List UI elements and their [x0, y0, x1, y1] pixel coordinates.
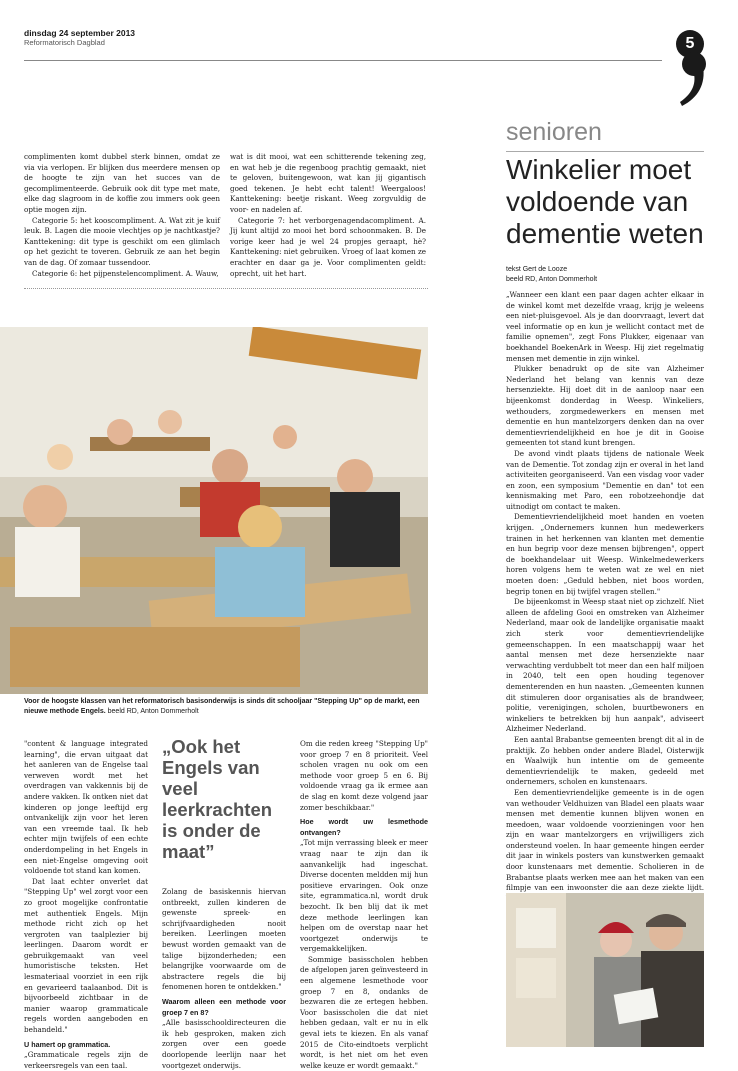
paragraph: complimenten komt dubbel sterk binnen, omdat ze via via verlopen. Er blijken dus meerdere mensen op de hoogte te zijn van het succes van de gecomplimenteerde. Gebruik ook dit type met mate, elke dag slagroom in de koffie zou immers ook geen optie mogen zijn.	[24, 152, 220, 214]
bottom-column-3	[300, 739, 428, 1071]
paragraph: Plukker benadrukt op de site van Alzheimer Nederland het belang van kennis van deze hersenziekte. Hij doet dit in de aanloop naar een bijeenkomst donderdag in Weesp. Winkeliers, wethouders, zorgmedewerkers en mensen met dementie en hun mantelzorgers denken dan na over dementievriendelijkheid en hoe je dit in Gooise gemeenten tot stand kunt brengen.	[506, 364, 704, 448]
paragraph: Dementievriendelijkheid moet handen en voeten krijgen. „Ondernemers kunnen hun medewerkers trainen in het herkennen van klanten met dementie en hun begrip voor deze mensen bijbrengen", oppert de boekhandelaar uit Weesp. Winkelmedewerkers horen volgens hem te weten wat ze wel en niet moeten doen: „Geduld hebben, niet boos worden, begrip tonen en bij twijfel vragen stellen."	[506, 512, 704, 596]
photo-credit: beeld RD, Anton Dommerholt	[506, 276, 598, 283]
subheading: Waarom alleen een methode voor groep 7 en 8?	[162, 996, 286, 1017]
issue-date: dinsdag 24 september 2013	[24, 28, 136, 38]
caption-credit: beeld RD, Anton Dommerholt	[107, 708, 199, 715]
paragraph: Zolang de basiskennis hiervan ontbreekt, zullen kinderen de gewenste spreek- en schrijfvaardigheden nooit bereiken. Leerlingen moeten bewust worden gemaakt van de talige bijzonderheden; een belangrijke voorwaarde om de abstractere regels die bij fenomenen horen te ontdekken."	[162, 887, 286, 992]
paragraph: „Tot mijn verrassing bleek er meer vraag naar te zijn dan ik aanvankelijk had ingeschat. Diverse docenten meldden mij hun positieve ervaringen. Ook onze site, egrammatica.nl, wordt druk bezocht. Ik ben blij dat ik met deze methode leerlingen kan helpen om de overstap naar het voortgezet onderwijs te vergemakkelijken.	[300, 838, 428, 954]
headline: Winkelier moet voldoende van dementie weten	[506, 154, 704, 250]
pull-quote: „Ook het Engels van veel leerkrachten is onder de maat”	[162, 736, 273, 862]
paragraph: De bijeenkomst in Weesp staat niet op zichzelf. Niet alleen de afdeling Gooi en omstreken van Alzheimer Nederland, maar ook de landelijke organisatie maakt zich sterk voor dementievriendelijke gemeenschappen. In een maatschappij waar het aantal mensen met deze hersenziekte naar verwachting verdubbelt tot meer dan een half miljoen in 2040, telt een open houding tegenover dementerenden en hun naasten. „Gemeenten kunnen dit stimuleren door organisaties als de brandweer, politie, verenigingen, scholen, buurtbewoners en winkeliers te betrekken bij hun aanpak", adviseert Alzheimer Nederland.	[506, 597, 704, 734]
text-credit: tekst Gert de Looze	[506, 266, 568, 273]
paragraph: Een aantal Brabantse gemeenten brengt dit al in de praktijk. Zo hebben onder andere Bladel, Oisterwijk en Waalwijk hun intentie om de gemeente dementievriendelijk te maken, gedeeld met ondernemers, scholen en kunstenaars.	[506, 734, 704, 787]
header-divider	[24, 60, 662, 61]
bottom-column-1	[24, 739, 148, 1071]
photo-caption	[24, 697, 428, 717]
paragraph: Een dementievriendelijke gemeente is in de ogen van wethouder Veldhuizen van Bladel een plaats waar mensen met dementie kunnen blijven wonen en meedoen, waar voldoende voorzieningen voor hen zijn en waar mantelzorgers en vrijwilligers zich ondersteund voelen. In haar gemeente hingen eerder dit jaar in winkels posters van kunstwerken gemaakt door kunstenaars met dementie. Scholieren in de Brabantse plaats werken mee aan het maken van een filmpje van een inwoonster die aan deze ziekte lijdt.	[506, 787, 704, 893]
comma-mark-icon	[672, 50, 712, 110]
section-divider	[506, 151, 704, 152]
subheading: U hamert op grammatica.	[24, 1039, 111, 1049]
paragraph: „Wanneer een klant een paar dagen achter elkaar in de winkel komt met dezelfde vraag, krijg je weleens een niet-pluisgevoel. Als je dan doorvraagt, levert dat veel informatie op en kun je wellicht contact met de familie opnemen", zegt Fons Plukker, eigenaar van boekhandel BoekenArk in Weesp. Hij ziet regelmatig mensen met dementie in zijn winkel.	[506, 290, 704, 363]
paragraph: Categorie 5: het kooscompliment. A. Wat zit je kuif leuk. B. Lagen die mooie vlechtjes op je nachtkastje? Kanttekening: dit type is geschikt om een glimlach op het gezicht te toveren. Gebruik ze aan het begin van de dag. Of zomaar tussendoor.	[24, 215, 220, 267]
article-body	[506, 290, 704, 936]
paragraph: Categorie 6: het pijpenstelencompliment. A. Wauw,	[32, 268, 219, 278]
paragraph: Dat laat echter onverlet dat "Stepping Up" wel zorgt voor een zo groot mogelijke confrontatie met authentiek Engels. Mijn methode richt zich op het vergroten van taalplezier bij leerlingen. Daarom wordt er gebruikgemaakt van veel humoristische teksten. Het lesmateriaal voorziet in een rijk en gevarieerd taalaanbod. Dit is bijvoorbeeld zichtbaar in de manier waarop grammaticale regels worden aangeboden en behandeld."	[24, 876, 148, 1035]
paragraph: "content & language integrated learning", die ervan uitgaat dat het aanleren van de Engelse taal verweven wordt met het overdragen van vakkennis bij de andere vakken. Ik ontken niet dat kinderen op jonge leeftijd erg ontvankelijk zijn voor het leren van een vreemde taal. Ik heb echter mijn twijfels of een echte onderdompeling in het Engels in een niet-Engelse omgeving ooit voldoende tot stand kan komen.	[24, 739, 148, 876]
classroom-photo	[0, 327, 428, 694]
caption-text: Voor de hoogste klassen van het reformatorisch basisonderwijs is sinds dit schooljaar "Stepping Up" op de markt, een nieuwe methode Engels.	[24, 698, 420, 715]
paragraph: Categorie 7: het verborgenagendacompliment. A. Jij kunt altijd zo mooi het bord schoonmaken. B. De vorige keer had je wel 24 propjes geraapt, hè? Kanttekening: niet gebruiken. Vroeg of laat komen ze erachter en daar ga je. Voor complimenten geldt: oprecht, uit het hart.	[230, 215, 426, 278]
page-number-badge: 5	[676, 30, 704, 58]
subheading: Hoe wordt uw lesmethode ontvangen?	[300, 817, 428, 837]
bottom-column-2	[162, 887, 286, 1071]
dotted-divider	[24, 288, 428, 289]
seniors-photo	[506, 893, 704, 1047]
paragraph: „Alle basisschooldirecteuren die ik heb gesproken, maken zich zorgen over een goede doorlopende leerlijn naar het voortgezet onderwijs.	[162, 1018, 286, 1070]
section-title: senioren	[506, 118, 602, 146]
paragraph: Om die reden kreeg "Stepping Up" voor groep 7 en 8 prioriteit. Veel scholen vragen nu ook om een methode voor groep 5 en 6. Bij voldoende vraag ga ik ermee aan de slag en komt deze volgend jaar zomer beschikbaar."	[300, 739, 428, 812]
paragraph: De avond vindt plaats tijdens de nationale Week van de Dementie. Tot zondag zijn er overal in het land activiteiten georganiseerd. Van een visdag voor vader en zoon, een symposium "Dementie en dan" tot een kennismaking met Paro, een robotzeehondje dat uitnodigt om contact te maken.	[506, 448, 704, 511]
top-column-2	[230, 152, 426, 279]
paper-name: Reformatorisch Dagblad	[24, 38, 105, 47]
paragraph: Sommige basisscholen hebben de afgelopen jaren geïnvesteerd in een algemene lesmethode voor groep 7 en 8, ondanks de bezwaren die ze ertegen hebben. Voor basisscholen die dat niet hebben gedaan, valt er nu in elk geval iets te kiezen. En als vanaf 2015 de Cito-eindtoets verplicht wordt, is het niet om het even welke keuze er wordt gemaakt."	[300, 954, 428, 1070]
top-column-1	[24, 152, 220, 279]
paragraph: wat is dit mooi, wat een schitterende tekening zeg, en wat heb je die regenboog prachtig gemaakt, niet te geloven, buitengewoon, wat kan jij gigantisch goed tekenen. Je hebt echt talent! Weergaloos! Kanttekening: beetje riskant. Weeg zorgvuldig de voor- en nadelen af.	[230, 152, 426, 214]
paragraph: „Grammaticale regels zijn de verkeersregels van een taal.	[24, 1050, 148, 1070]
